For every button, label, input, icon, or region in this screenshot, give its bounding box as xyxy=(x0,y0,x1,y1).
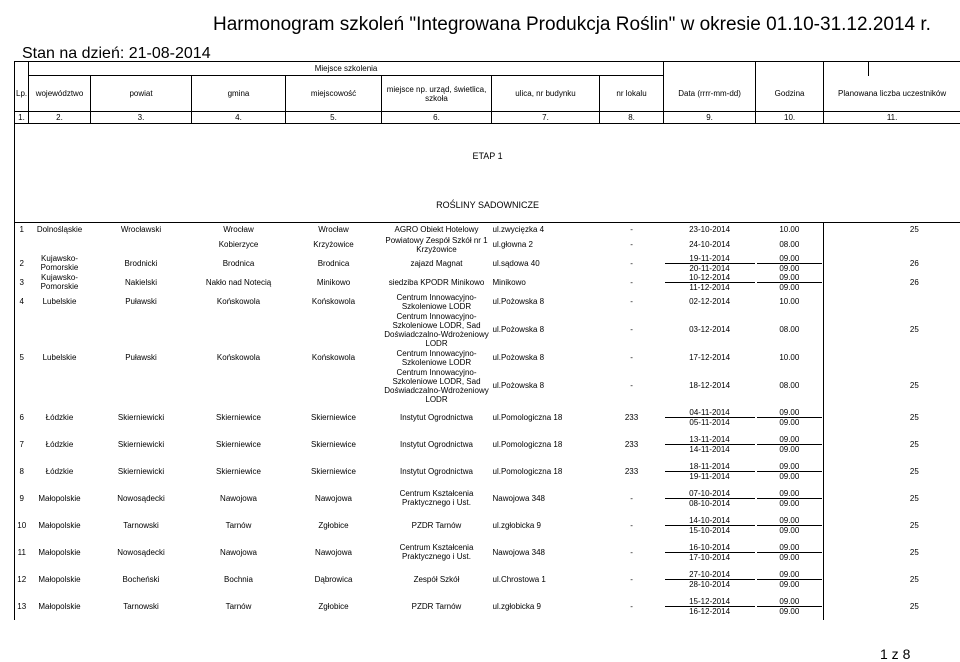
cell-miejscowosc: Końskowola xyxy=(311,353,356,362)
cell-nr-lokalu: 233 xyxy=(624,466,639,476)
cell-time xyxy=(756,292,824,312)
cell-date xyxy=(664,223,756,236)
colnum: 5. xyxy=(286,112,382,124)
cell-gmina: Nawojowa xyxy=(220,547,257,557)
cell-lp: 4 xyxy=(15,292,29,312)
time-value: 09.00 xyxy=(757,516,823,526)
date-value: 28-10-2014 xyxy=(689,579,731,589)
cell-time xyxy=(756,273,824,292)
cell-date xyxy=(664,312,756,348)
table-row xyxy=(15,458,960,485)
cell-miejscowosc: Skierniewice xyxy=(311,439,356,449)
cell-gmina: Nakło nad Notecią xyxy=(205,277,272,287)
colnum: 9. xyxy=(664,112,756,124)
column-number-row xyxy=(15,112,960,124)
cell-nr-lokalu: - xyxy=(630,277,633,287)
cell-powiat: Tarnowski xyxy=(123,601,159,611)
cell-time xyxy=(756,368,824,404)
time-value: 09.00 xyxy=(779,579,800,589)
cell-nr-lokalu: - xyxy=(630,574,633,584)
cell-miejscowosc xyxy=(286,312,382,348)
cell-lp: 12 xyxy=(15,566,29,593)
cell-time xyxy=(756,458,824,485)
cell-uczestnicy xyxy=(869,236,960,254)
cell-wojewodztwo: Lubelskie xyxy=(42,297,77,306)
cell-spacer xyxy=(824,312,869,348)
cell-lp: 13 xyxy=(15,593,29,620)
cell-powiat xyxy=(91,236,192,254)
cell-nr-lokalu: 233 xyxy=(624,439,639,449)
cell-powiat: Puławski xyxy=(125,297,157,306)
cell-spacer xyxy=(824,368,869,404)
table-row xyxy=(15,223,960,236)
date-value: 16-10-2014 xyxy=(665,543,755,553)
cell-nr-lokalu: 233 xyxy=(624,412,639,422)
date-value: 07-10-2014 xyxy=(665,489,755,499)
cell-date xyxy=(664,254,756,273)
cell-wojewodztwo: Małopolskie xyxy=(38,493,81,503)
cell-gmina: Końskowola xyxy=(216,297,261,306)
table-row xyxy=(15,312,960,348)
cell-wojewodztwo: Małopolskie xyxy=(38,601,81,611)
cell-powiat: Brodnicki xyxy=(124,258,158,268)
cell-miejsce: Instytut Ogrodnictwa xyxy=(400,466,473,476)
header-gmina: gmina xyxy=(192,76,286,112)
cell-nr-lokalu: - xyxy=(630,224,633,234)
date-value: 19-11-2014 xyxy=(665,254,755,264)
cell-uczestnicy: 25 xyxy=(869,512,960,539)
section-label: ROŚLINY SADOWNICZE xyxy=(15,190,960,223)
header-liczba: Planowana liczba uczestników xyxy=(824,76,960,112)
date-value: 15-10-2014 xyxy=(689,525,731,535)
header-miejsce: miejsce np. urząd, świetlica, szkoła xyxy=(382,76,492,112)
date-value: 19-11-2014 xyxy=(689,471,730,481)
cell-miejsce: Instytut Ogrodnictwa xyxy=(400,412,473,422)
cell-miejscowosc: Skierniewice xyxy=(311,466,356,476)
cell-gmina: Kobierzyce xyxy=(218,240,259,249)
colnum: 2. xyxy=(29,112,91,124)
cell-uczestnicy: 25 xyxy=(869,458,960,485)
cell-ulica: ul.Pomologiczna 18 xyxy=(492,412,563,422)
cell-wojewodztwo: Łódzkie xyxy=(45,439,74,449)
cell-date xyxy=(664,539,756,566)
cell-ulica: ul.Pomologiczna 18 xyxy=(492,466,563,476)
table-row xyxy=(15,593,960,620)
cell-powiat: Skierniewicki xyxy=(117,439,165,449)
cell-ulica: ul.głowna 2 xyxy=(492,240,533,249)
cell-powiat: Nakielski xyxy=(124,277,157,287)
cell-lp: 5 xyxy=(15,348,29,368)
time-value: 09.00 xyxy=(757,462,823,472)
date-value: 23-10-2014 xyxy=(689,224,731,234)
cell-gmina xyxy=(192,368,286,404)
cell-wojewodztwo xyxy=(29,368,91,404)
cell-lp: 2 xyxy=(15,254,29,273)
cell-powiat xyxy=(91,312,192,348)
table-row xyxy=(15,404,960,431)
cell-ulica: Minikowo xyxy=(492,277,526,287)
cell-miejscowosc: Minikowo xyxy=(316,277,351,287)
time-value: 09.00 xyxy=(757,597,823,607)
cell-uczestnicy: 26 xyxy=(869,254,960,273)
cell-spacer xyxy=(824,593,869,620)
date-value: 16-12-2014 xyxy=(689,606,731,616)
cell-uczestnicy: 25 xyxy=(869,566,960,593)
time-value: 09.00 xyxy=(757,273,823,283)
cell-date xyxy=(664,348,756,368)
cell-miejsce: PZDR Tarnów xyxy=(411,520,462,530)
date-value: 03-12-2014 xyxy=(689,325,731,334)
cell-miejsce: Centrum Innowacyjno-Szkoleniowe LODR, Sad Doświadczalno-Wdrożeniowy LODR xyxy=(384,311,489,348)
colnum: 11. xyxy=(824,112,960,124)
cell-miejsce: Centrum Kształcenia Praktycznego i Ust. xyxy=(399,489,474,507)
date-value: 08-10-2014 xyxy=(689,498,731,508)
cell-uczestnicy: 25 xyxy=(869,431,960,458)
cell-miejsce: Centrum Innowacyjno-Szkoleniowe LODR, Sad Doświadczalno-Wdrożeniowy LODR xyxy=(384,367,489,404)
cell-lp: 9 xyxy=(15,485,29,512)
document-title: Harmonogram szkoleń "Integrowana Produkcja Roślin" w okresie 01.10-31.12.2014 r. xyxy=(213,14,931,35)
cell-lp xyxy=(15,312,29,348)
table-row xyxy=(15,273,960,292)
colnum: 1. xyxy=(15,112,29,124)
cell-miejsce: Centrum Kształcenia Praktycznego i Ust. xyxy=(399,543,474,561)
header-cell xyxy=(15,62,29,76)
cell-uczestnicy: 26 xyxy=(869,273,960,292)
cell-spacer xyxy=(824,348,869,368)
header-nr-lokalu: nr lokalu xyxy=(600,76,664,112)
cell-spacer xyxy=(824,539,869,566)
cell-lp xyxy=(15,368,29,404)
cell-gmina: Nawojowa xyxy=(220,493,257,503)
time-value: 08.00 xyxy=(779,381,800,390)
cell-miejscowosc: Końskowola xyxy=(311,297,356,306)
cell-miejsce: siedziba KPODR Minikowo xyxy=(388,277,485,287)
date-value: 11-12-2014 xyxy=(689,282,730,292)
cell-time xyxy=(756,566,824,593)
cell-time xyxy=(756,512,824,539)
cell-wojewodztwo: Kujawsko-Pomorskie xyxy=(40,254,79,272)
table-row xyxy=(15,236,960,254)
cell-wojewodztwo xyxy=(29,312,91,348)
cell-spacer xyxy=(824,254,869,273)
time-value: 09.00 xyxy=(779,444,800,454)
cell-ulica: ul.Pomologiczna 18 xyxy=(492,439,563,449)
header-godzina: Godzina xyxy=(756,76,824,112)
time-value: 09.00 xyxy=(757,254,823,264)
header-wojewodztwo: województwo xyxy=(29,76,91,112)
cell-time xyxy=(756,404,824,431)
cell-date xyxy=(664,458,756,485)
colnum: 3. xyxy=(91,112,192,124)
table-row xyxy=(15,539,960,566)
cell-ulica: ul.Pożowska 8 xyxy=(492,353,545,362)
cell-wojewodztwo: Dolnośląskie xyxy=(36,224,83,234)
cell-miejscowosc: Brodnica xyxy=(317,258,350,268)
header-ulica: ulica, nr budynku xyxy=(492,76,600,112)
cell-spacer xyxy=(824,431,869,458)
cell-miejsce: Centrum Innowacyjno-Szkoleniowe LODR xyxy=(396,348,477,367)
cell-uczestnicy: 25 xyxy=(869,368,960,404)
cell-nr-lokalu: - xyxy=(630,601,633,611)
cell-nr-lokalu: - xyxy=(630,520,633,530)
page-indicator: 1 z 8 xyxy=(880,646,911,662)
status-date: Stan na dzień: 21-08-2014 xyxy=(22,45,211,62)
cell-gmina: Wrocław xyxy=(223,224,254,234)
cell-miejsce: Centrum Innowacyjno-Szkoleniowe LODR xyxy=(396,292,477,311)
time-value: 09.00 xyxy=(779,552,800,562)
cell-miejscowosc: Wrocław xyxy=(318,224,349,234)
date-value: 24-10-2014 xyxy=(689,240,731,249)
date-value: 10-12-2014 xyxy=(665,273,755,283)
cell-miejsce: zajazd Magnat xyxy=(410,258,463,268)
cell-ulica: ul.zgłobicka 9 xyxy=(492,601,541,611)
header-powiat: powiat xyxy=(91,76,192,112)
cell-nr-lokalu: - xyxy=(630,353,633,362)
colnum: 6. xyxy=(382,112,492,124)
header-cell xyxy=(824,62,869,76)
cell-uczestnicy: 25 xyxy=(869,223,960,236)
cell-ulica: ul.Pożowska 8 xyxy=(492,381,545,390)
table-row xyxy=(15,485,960,512)
table-row xyxy=(15,348,960,368)
time-value: 09.00 xyxy=(779,525,800,535)
etap-label: ETAP 1 xyxy=(15,124,960,190)
cell-time xyxy=(756,348,824,368)
cell-time xyxy=(756,223,824,236)
cell-wojewodztwo: Łódzkie xyxy=(45,412,74,422)
cell-powiat xyxy=(91,368,192,404)
cell-miejsce: PZDR Tarnów xyxy=(411,601,462,611)
cell-spacer xyxy=(824,566,869,593)
date-value: 18-12-2014 xyxy=(689,381,731,390)
date-value: 14-10-2014 xyxy=(665,516,755,526)
cell-lp: 11 xyxy=(15,539,29,566)
cell-powiat: Wrocławski xyxy=(120,224,162,234)
cell-spacer xyxy=(824,512,869,539)
cell-time xyxy=(756,485,824,512)
time-value: 10.00 xyxy=(779,353,800,362)
header-data: Data (rrrr-mm-dd) xyxy=(664,76,756,112)
time-value: 09.00 xyxy=(757,543,823,553)
cell-uczestnicy: 25 xyxy=(869,539,960,566)
cell-wojewodztwo: Kujawsko-Pomorskie xyxy=(40,273,79,291)
time-value: 09.00 xyxy=(779,498,800,508)
header-group-miejsce: Miejsce szkolenia xyxy=(29,62,664,76)
cell-ulica: Nawojowa 348 xyxy=(492,547,545,557)
cell-spacer xyxy=(824,223,869,236)
cell-uczestnicy: 25 xyxy=(869,312,960,348)
cell-powiat: Puławski xyxy=(125,353,157,362)
date-value: 20-11-2014 xyxy=(689,263,730,273)
cell-date xyxy=(664,273,756,292)
cell-wojewodztwo: Lubelskie xyxy=(42,353,77,362)
time-value: 09.00 xyxy=(757,570,823,580)
cell-date xyxy=(664,431,756,458)
cell-gmina: Tarnów xyxy=(225,520,252,530)
cell-nr-lokalu: - xyxy=(630,325,633,334)
cell-spacer xyxy=(824,292,869,312)
time-value: 09.00 xyxy=(757,489,823,499)
date-value: 17-10-2014 xyxy=(689,552,731,562)
table-row xyxy=(15,368,960,404)
cell-wojewodztwo xyxy=(29,236,91,254)
cell-miejsce: Instytut Ogrodnictwa xyxy=(400,439,473,449)
cell-miejsce: AGRO Obiekt Hotelowy xyxy=(394,224,479,234)
cell-ulica: ul.zwycięzka 4 xyxy=(492,224,545,234)
cell-gmina: Końskowola xyxy=(216,353,261,362)
cell-gmina: Bochnia xyxy=(224,574,253,584)
cell-wojewodztwo: Małopolskie xyxy=(38,547,81,557)
cell-uczestnicy xyxy=(869,348,960,368)
cell-powiat: Nowosądecki xyxy=(117,493,165,503)
cell-lp: 8 xyxy=(15,458,29,485)
cell-spacer xyxy=(824,236,869,254)
date-value: 14-11-2014 xyxy=(689,444,730,454)
cell-powiat: Tarnowski xyxy=(123,520,159,530)
cell-date xyxy=(664,485,756,512)
cell-gmina: Tarnów xyxy=(225,601,252,611)
colnum: 7. xyxy=(492,112,600,124)
cell-uczestnicy: 25 xyxy=(869,593,960,620)
header-lp: Lp. xyxy=(15,76,29,112)
cell-gmina: Skierniewice xyxy=(216,466,261,476)
date-value: 15-12-2014 xyxy=(665,597,755,607)
cell-lp: 10 xyxy=(15,512,29,539)
cell-date xyxy=(664,593,756,620)
date-value: 17-12-2014 xyxy=(689,353,731,362)
cell-date xyxy=(664,368,756,404)
time-value: 09.00 xyxy=(779,606,800,616)
table-row xyxy=(15,254,960,273)
cell-powiat: Skierniewicki xyxy=(117,412,165,422)
header-cell xyxy=(664,62,756,76)
cell-ulica: ul.sądowa 40 xyxy=(492,258,540,268)
cell-nr-lokalu: - xyxy=(630,493,633,503)
cell-time xyxy=(756,254,824,273)
time-value: 10.00 xyxy=(779,224,800,234)
cell-miejscowosc: Nawojowa xyxy=(315,493,352,503)
date-value: 13-11-2014 xyxy=(665,435,755,445)
cell-miejscowosc: Zgłobice xyxy=(318,601,349,611)
cell-miejscowosc: Nawojowa xyxy=(315,547,352,557)
cell-gmina: Skierniewice xyxy=(216,412,261,422)
cell-miejsce: Zespół Szkół xyxy=(413,574,460,584)
cell-nr-lokalu: - xyxy=(630,381,633,390)
cell-gmina xyxy=(192,312,286,348)
cell-wojewodztwo: Małopolskie xyxy=(38,574,81,584)
cell-lp: 7 xyxy=(15,431,29,458)
cell-powiat: Skierniewicki xyxy=(117,466,165,476)
time-value: 08.00 xyxy=(779,240,800,249)
header-cell xyxy=(756,62,824,76)
cell-gmina: Brodnica xyxy=(222,258,255,268)
cell-date xyxy=(664,566,756,593)
cell-time xyxy=(756,236,824,254)
cell-miejsce: Powiatowy Zespół Szkół nr 1 Krzyżowice xyxy=(385,235,488,254)
time-value: 09.00 xyxy=(779,263,800,273)
cell-powiat: Bocheński xyxy=(122,574,160,584)
cell-time xyxy=(756,312,824,348)
cell-ulica: ul.Pożowska 8 xyxy=(492,325,545,334)
date-value: 05-11-2014 xyxy=(689,417,730,427)
cell-lp: 1 xyxy=(15,223,29,236)
cell-time xyxy=(756,539,824,566)
cell-ulica: ul.zgłobicka 9 xyxy=(492,520,541,530)
cell-date xyxy=(664,292,756,312)
table-row xyxy=(15,566,960,593)
cell-gmina: Skierniewice xyxy=(216,439,261,449)
date-value: 27-10-2014 xyxy=(665,570,755,580)
time-value: 09.00 xyxy=(757,408,823,418)
date-value: 18-11-2014 xyxy=(665,462,755,472)
cell-date xyxy=(664,404,756,431)
time-value: 09.00 xyxy=(779,417,800,427)
cell-ulica: Nawojowa 348 xyxy=(492,493,545,503)
cell-miejscowosc: Zgłobice xyxy=(318,520,349,530)
cell-miejscowosc: Krzyżowice xyxy=(313,240,354,249)
colnum: 10. xyxy=(756,112,824,124)
cell-date xyxy=(664,236,756,254)
cell-nr-lokalu: - xyxy=(630,240,633,249)
cell-nr-lokalu: - xyxy=(630,547,633,557)
cell-powiat: Nowosądecki xyxy=(117,547,165,557)
header-cell xyxy=(869,62,960,76)
cell-spacer xyxy=(824,404,869,431)
cell-lp: 3 xyxy=(15,273,29,292)
cell-time xyxy=(756,593,824,620)
table-row xyxy=(15,292,960,312)
cell-miejscowosc xyxy=(286,368,382,404)
cell-spacer xyxy=(824,458,869,485)
colnum: 8. xyxy=(600,112,664,124)
cell-uczestnicy: 25 xyxy=(869,404,960,431)
colnum: 4. xyxy=(192,112,286,124)
date-value: 04-11-2014 xyxy=(665,408,755,418)
schedule-table xyxy=(14,61,960,620)
cell-spacer xyxy=(824,273,869,292)
cell-lp: 6 xyxy=(15,404,29,431)
cell-wojewodztwo: Łódzkie xyxy=(45,466,74,476)
time-value: 09.00 xyxy=(779,282,800,292)
cell-spacer xyxy=(824,485,869,512)
time-value: 09.00 xyxy=(779,471,800,481)
cell-date xyxy=(664,512,756,539)
cell-uczestnicy: 25 xyxy=(869,485,960,512)
cell-wojewodztwo: Małopolskie xyxy=(38,520,81,530)
cell-ulica: ul.Chrostowa 1 xyxy=(492,574,546,584)
cell-lp xyxy=(15,236,29,254)
cell-nr-lokalu: - xyxy=(630,258,633,268)
header-miejscowosc: miejscowość xyxy=(286,76,382,112)
time-value: 09.00 xyxy=(757,435,823,445)
time-value: 10.00 xyxy=(779,297,800,306)
cell-miejscowosc: Skierniewice xyxy=(311,412,356,422)
cell-time xyxy=(756,431,824,458)
cell-miejscowosc: Dąbrowica xyxy=(314,574,353,584)
cell-ulica: ul.Pożowska 8 xyxy=(492,297,545,306)
table-row xyxy=(15,431,960,458)
cell-uczestnicy xyxy=(869,292,960,312)
date-value: 02-12-2014 xyxy=(689,297,731,306)
time-value: 08.00 xyxy=(779,325,800,334)
table-row xyxy=(15,512,960,539)
cell-nr-lokalu: - xyxy=(630,297,633,306)
